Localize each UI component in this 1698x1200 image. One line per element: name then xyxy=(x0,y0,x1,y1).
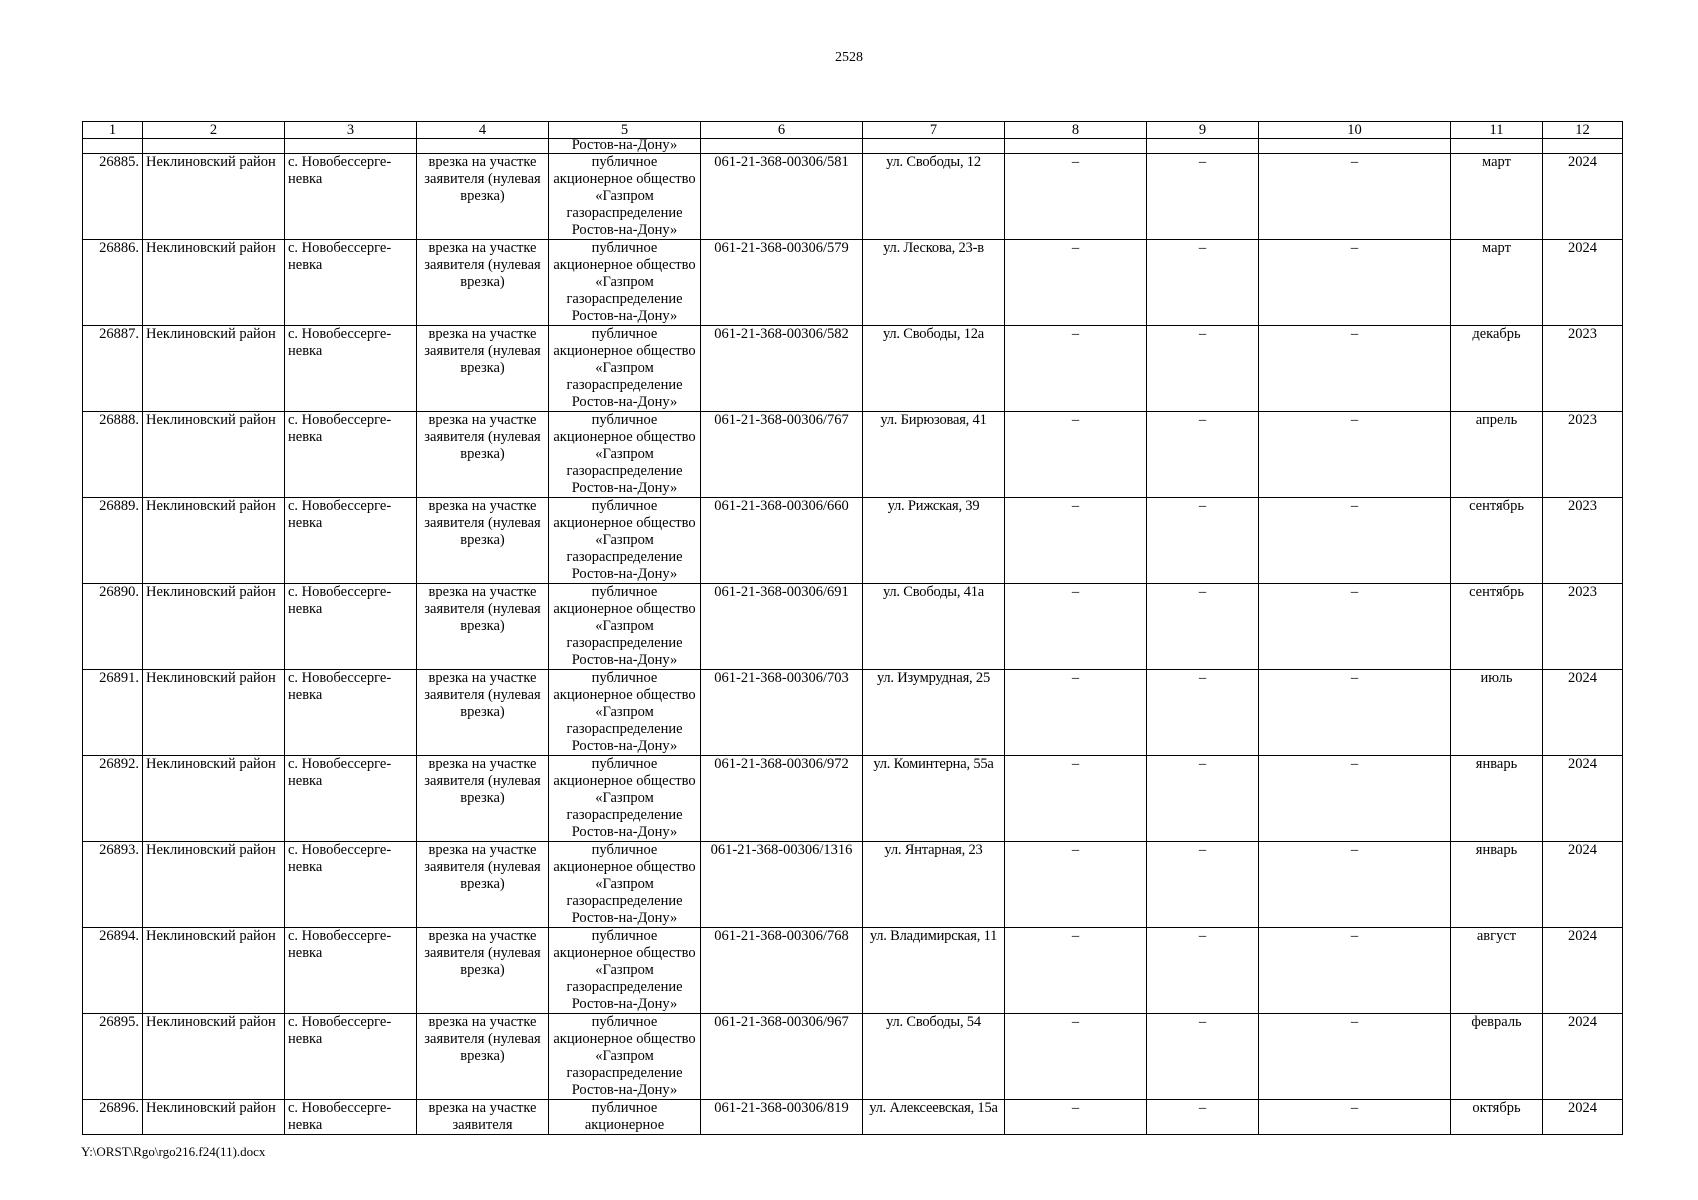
locality-cell: с. Новобессерге-невка xyxy=(285,326,417,412)
dash-cell: – xyxy=(1259,412,1451,498)
organization-cell: публичное акционерное общество «Газпром газораспределение Ростов-на-Дону» xyxy=(549,240,701,326)
month-cell: декабрь xyxy=(1451,326,1543,412)
year-cell: 2023 xyxy=(1543,412,1623,498)
dash-cell: – xyxy=(1147,498,1259,584)
organization-cell: публичное акционерное общество «Газпром газораспределение Ростов-на-Дону» xyxy=(549,670,701,756)
year-cell: 2024 xyxy=(1543,154,1623,240)
connection-type-cell: врезка на участке заявителя xyxy=(417,1100,549,1135)
column-number: 11 xyxy=(1451,122,1543,139)
year-cell: 2024 xyxy=(1543,1100,1623,1135)
record-number-cell: 26891. xyxy=(83,670,143,756)
organization-cell: публичное акционерное общество «Газпром газораспределение Ростов-на-Дону» xyxy=(549,1014,701,1100)
organization-cell: публичное акционерное xyxy=(549,1100,701,1135)
organization-cell: публичное акционерное общество «Газпром газораспределение Ростов-на-Дону» xyxy=(549,412,701,498)
dash-cell: – xyxy=(1005,412,1147,498)
cell xyxy=(143,139,285,154)
connection-type-cell: врезка на участке заявителя (нулевая врезка) xyxy=(417,756,549,842)
dash-cell: – xyxy=(1259,842,1451,928)
cell xyxy=(83,139,143,154)
district-cell: Неклиновский район xyxy=(143,842,285,928)
locality-cell: с. Новобессерге-невка xyxy=(285,1100,417,1135)
locality-cell: с. Новобессерге-невка xyxy=(285,412,417,498)
table-row xyxy=(83,584,1623,670)
code-cell: 061-21-368-00306/768 xyxy=(701,928,863,1014)
cell xyxy=(1147,139,1259,154)
code-cell: 061-21-368-00306/967 xyxy=(701,1014,863,1100)
cell xyxy=(1259,139,1451,154)
column-number: 5 xyxy=(549,122,701,139)
column-number: 4 xyxy=(417,122,549,139)
code-cell: 061-21-368-00306/972 xyxy=(701,756,863,842)
month-cell: сентябрь xyxy=(1451,498,1543,584)
year-cell: 2024 xyxy=(1543,928,1623,1014)
connection-type-cell: врезка на участке заявителя (нулевая врезка) xyxy=(417,240,549,326)
address-cell: ул. Владимирская, 11 xyxy=(863,928,1005,1014)
table-row xyxy=(83,154,1623,240)
dash-cell: – xyxy=(1005,842,1147,928)
dash-cell: – xyxy=(1147,670,1259,756)
table-row xyxy=(83,240,1623,326)
table-row xyxy=(83,670,1623,756)
organization-cell: публичное акционерное общество «Газпром газораспределение Ростов-на-Дону» xyxy=(549,928,701,1014)
district-cell: Неклиновский район xyxy=(143,412,285,498)
dash-cell: – xyxy=(1259,154,1451,240)
table-body xyxy=(83,154,1623,1135)
connection-type-cell: врезка на участке заявителя (нулевая врезка) xyxy=(417,1014,549,1100)
address-cell: ул. Алексеевская, 15а xyxy=(863,1100,1005,1135)
dash-cell: – xyxy=(1147,412,1259,498)
district-cell: Неклиновский район xyxy=(143,240,285,326)
locality-cell: с. Новобессерге-невка xyxy=(285,154,417,240)
record-number-cell: 26889. xyxy=(83,498,143,584)
cell xyxy=(701,139,863,154)
organization-cell: Ростов-на-Дону» xyxy=(549,139,701,154)
code-cell: 061-21-368-00306/819 xyxy=(701,1100,863,1135)
address-cell: ул. Свободы, 54 xyxy=(863,1014,1005,1100)
connection-type-cell: врезка на участке заявителя (нулевая врезка) xyxy=(417,412,549,498)
district-cell: Неклиновский район xyxy=(143,584,285,670)
cell xyxy=(1005,139,1147,154)
connection-type-cell: врезка на участке заявителя (нулевая врезка) xyxy=(417,670,549,756)
column-number: 12 xyxy=(1543,122,1623,139)
cell xyxy=(1451,139,1543,154)
record-number-cell: 26887. xyxy=(83,326,143,412)
cell xyxy=(285,139,417,154)
table-row xyxy=(83,498,1623,584)
locality-cell: с. Новобессерге-невка xyxy=(285,1014,417,1100)
dash-cell: – xyxy=(1147,1014,1259,1100)
address-cell: ул. Рижская, 39 xyxy=(863,498,1005,584)
code-cell: 061-21-368-00306/660 xyxy=(701,498,863,584)
connection-type-cell: врезка на участке заявителя (нулевая врезка) xyxy=(417,498,549,584)
connection-type-cell: врезка на участке заявителя (нулевая врезка) xyxy=(417,154,549,240)
dash-cell: – xyxy=(1147,756,1259,842)
district-cell: Неклиновский район xyxy=(143,670,285,756)
code-cell: 061-21-368-00306/579 xyxy=(701,240,863,326)
record-number-cell: 26886. xyxy=(83,240,143,326)
month-cell: март xyxy=(1451,154,1543,240)
locality-cell: с. Новобессерге-невка xyxy=(285,240,417,326)
address-cell: ул. Свободы, 12 xyxy=(863,154,1005,240)
year-cell: 2023 xyxy=(1543,326,1623,412)
address-cell: ул. Коминтерна, 55а xyxy=(863,756,1005,842)
dash-cell: – xyxy=(1259,928,1451,1014)
dash-cell: – xyxy=(1005,670,1147,756)
year-cell: 2023 xyxy=(1543,498,1623,584)
month-cell: январь xyxy=(1451,756,1543,842)
dash-cell: – xyxy=(1005,1014,1147,1100)
dash-cell: – xyxy=(1005,1100,1147,1135)
table-row xyxy=(83,842,1623,928)
code-cell: 061-21-368-00306/1316 xyxy=(701,842,863,928)
district-cell: Неклиновский район xyxy=(143,756,285,842)
organization-cell: публичное акционерное общество «Газпром газораспределение Ростов-на-Дону» xyxy=(549,154,701,240)
locality-cell: с. Новобессерге-невка xyxy=(285,670,417,756)
column-number: 7 xyxy=(863,122,1005,139)
month-cell: сентябрь xyxy=(1451,584,1543,670)
year-cell: 2024 xyxy=(1543,670,1623,756)
continuation-row xyxy=(83,139,1623,154)
organization-cell: публичное акционерное общество «Газпром газораспределение Ростов-на-Дону» xyxy=(549,756,701,842)
table-header-row xyxy=(83,122,1623,139)
table-row xyxy=(83,326,1623,412)
dash-cell: – xyxy=(1005,498,1147,584)
code-cell: 061-21-368-00306/767 xyxy=(701,412,863,498)
dash-cell: – xyxy=(1259,1014,1451,1100)
district-cell: Неклиновский район xyxy=(143,154,285,240)
month-cell: март xyxy=(1451,240,1543,326)
column-number: 6 xyxy=(701,122,863,139)
organization-cell: публичное акционерное общество «Газпром газораспределение Ростов-на-Дону» xyxy=(549,584,701,670)
connection-type-cell: врезка на участке заявителя (нулевая врезка) xyxy=(417,584,549,670)
dash-cell: – xyxy=(1259,584,1451,670)
record-number-cell: 26894. xyxy=(83,928,143,1014)
dash-cell: – xyxy=(1259,670,1451,756)
data-table xyxy=(82,121,1623,1135)
dash-cell: – xyxy=(1005,584,1147,670)
record-number-cell: 26888. xyxy=(83,412,143,498)
record-number-cell: 26885. xyxy=(83,154,143,240)
code-cell: 061-21-368-00306/691 xyxy=(701,584,863,670)
district-cell: Неклиновский район xyxy=(143,498,285,584)
column-number: 8 xyxy=(1005,122,1147,139)
dash-cell: – xyxy=(1147,584,1259,670)
cell xyxy=(417,139,549,154)
dash-cell: – xyxy=(1259,756,1451,842)
district-cell: Неклиновский район xyxy=(143,1100,285,1135)
year-cell: 2024 xyxy=(1543,240,1623,326)
address-cell: ул. Лескова, 23-в xyxy=(863,240,1005,326)
address-cell: ул. Изумрудная, 25 xyxy=(863,670,1005,756)
dash-cell: – xyxy=(1147,1100,1259,1135)
record-number-cell: 26890. xyxy=(83,584,143,670)
connection-type-cell: врезка на участке заявителя (нулевая врезка) xyxy=(417,326,549,412)
connection-type-cell: врезка на участке заявителя (нулевая врезка) xyxy=(417,928,549,1014)
code-cell: 061-21-368-00306/703 xyxy=(701,670,863,756)
locality-cell: с. Новобессерге-невка xyxy=(285,756,417,842)
address-cell: ул. Свободы, 12а xyxy=(863,326,1005,412)
month-cell: октябрь xyxy=(1451,1100,1543,1135)
record-number-cell: 26896. xyxy=(83,1100,143,1135)
footer-file-path: Y:\ORST\Rgo\rgo216.f24(11).docx xyxy=(81,1144,266,1159)
dash-cell: – xyxy=(1259,498,1451,584)
dash-cell: – xyxy=(1005,326,1147,412)
month-cell: август xyxy=(1451,928,1543,1014)
cell xyxy=(863,139,1005,154)
month-cell: январь xyxy=(1451,842,1543,928)
dash-cell: – xyxy=(1259,1100,1451,1135)
dash-cell: – xyxy=(1147,842,1259,928)
month-cell: июль xyxy=(1451,670,1543,756)
district-cell: Неклиновский район xyxy=(143,928,285,1014)
code-cell: 061-21-368-00306/581 xyxy=(701,154,863,240)
cell xyxy=(1543,139,1623,154)
table-row xyxy=(83,756,1623,842)
year-cell: 2024 xyxy=(1543,756,1623,842)
column-number: 1 xyxy=(83,122,143,139)
record-number-cell: 26893. xyxy=(83,842,143,928)
address-cell: ул. Свободы, 41а xyxy=(863,584,1005,670)
table-row xyxy=(83,1100,1623,1135)
dash-cell: – xyxy=(1005,928,1147,1014)
address-cell: ул. Янтарная, 23 xyxy=(863,842,1005,928)
year-cell: 2024 xyxy=(1543,1014,1623,1100)
month-cell: апрель xyxy=(1451,412,1543,498)
table-row xyxy=(83,412,1623,498)
dash-cell: – xyxy=(1147,326,1259,412)
column-number: 10 xyxy=(1259,122,1451,139)
year-cell: 2024 xyxy=(1543,842,1623,928)
locality-cell: с. Новобессерге-невка xyxy=(285,584,417,670)
dash-cell: – xyxy=(1259,326,1451,412)
organization-cell: публичное акционерное общество «Газпром газораспределение Ростов-на-Дону» xyxy=(549,326,701,412)
code-cell: 061-21-368-00306/582 xyxy=(701,326,863,412)
page-number: 2528 xyxy=(835,50,863,65)
dash-cell: – xyxy=(1005,154,1147,240)
dash-cell: – xyxy=(1147,928,1259,1014)
column-number: 3 xyxy=(285,122,417,139)
dash-cell: – xyxy=(1259,240,1451,326)
dash-cell: – xyxy=(1005,240,1147,326)
organization-cell: публичное акционерное общество «Газпром газораспределение Ростов-на-Дону» xyxy=(549,842,701,928)
connection-type-cell: врезка на участке заявителя (нулевая врезка) xyxy=(417,842,549,928)
table-row xyxy=(83,928,1623,1014)
column-number: 2 xyxy=(143,122,285,139)
locality-cell: с. Новобессерге-невка xyxy=(285,498,417,584)
dash-cell: – xyxy=(1147,240,1259,326)
column-number: 9 xyxy=(1147,122,1259,139)
organization-cell: публичное акционерное общество «Газпром газораспределение Ростов-на-Дону» xyxy=(549,498,701,584)
district-cell: Неклиновский район xyxy=(143,326,285,412)
district-cell: Неклиновский район xyxy=(143,1014,285,1100)
table-row xyxy=(83,1014,1623,1100)
record-number-cell: 26895. xyxy=(83,1014,143,1100)
dash-cell: – xyxy=(1005,756,1147,842)
address-cell: ул. Бирюзовая, 41 xyxy=(863,412,1005,498)
dash-cell: – xyxy=(1147,154,1259,240)
month-cell: февраль xyxy=(1451,1014,1543,1100)
year-cell: 2023 xyxy=(1543,584,1623,670)
record-number-cell: 26892. xyxy=(83,756,143,842)
locality-cell: с. Новобессерге-невка xyxy=(285,928,417,1014)
locality-cell: с. Новобессерге-невка xyxy=(285,842,417,928)
